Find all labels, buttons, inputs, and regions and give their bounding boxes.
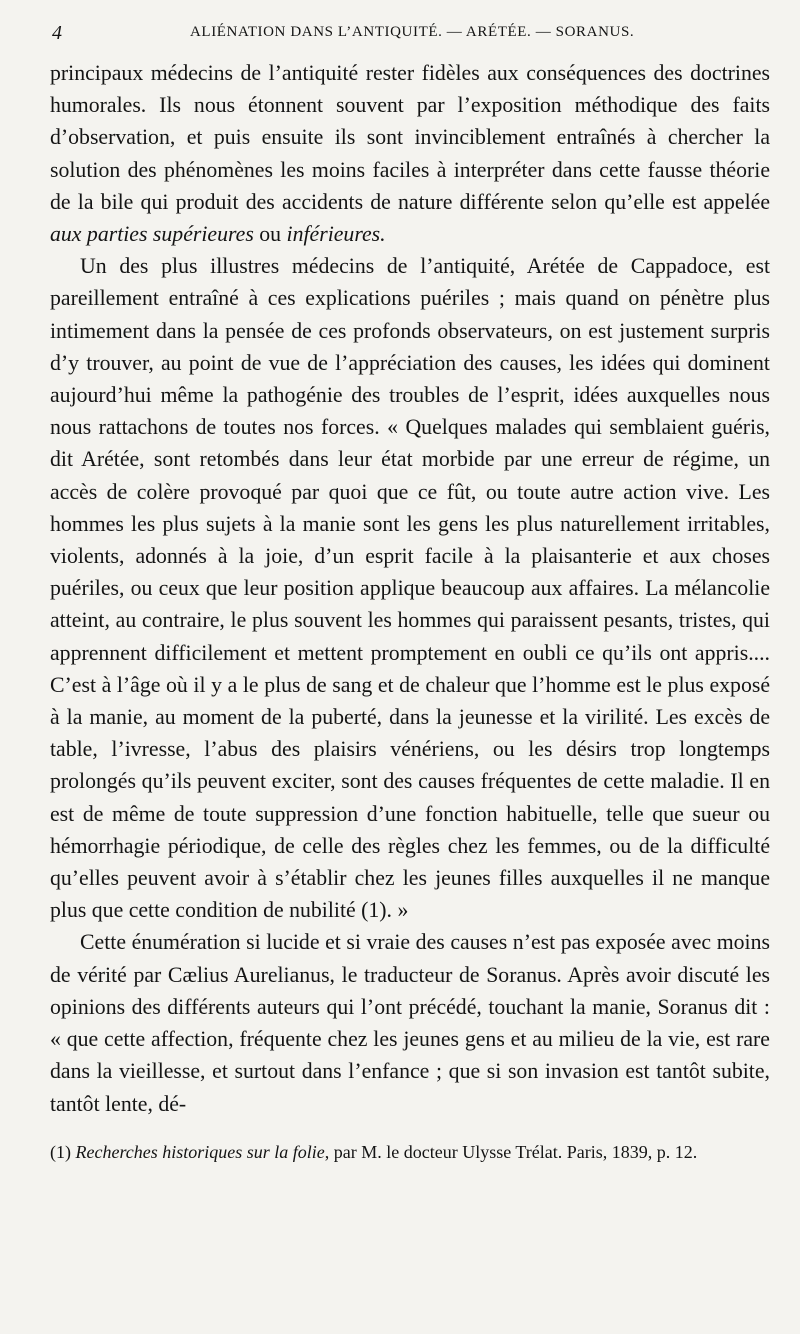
page-number: 4: [52, 22, 62, 44]
paragraph-1-italic-phrase: aux parties supérieures: [50, 222, 254, 247]
paragraph-3: Cette énumération si lucide et si vraie des causes n’est pas exposée avec moins de vérité par Cælius Aurelianus, le traducteur de Soranus. Après avoir discuté les opinions des différents auteurs qui l’ont précédé, touchant la manie, Soranus dit : « que cette affection, fréquente chez les jeunes gens et au milieu de la vie, est rare dans la vieillesse, et surtout dans l’enfance ; que si son invasion est tantôt subite, tantôt lente, dé-: [50, 930, 770, 1116]
body-text: [50, 57, 770, 1120]
footnote-title: Recherches historiques sur la folie: [75, 1141, 325, 1162]
footnote-marker: (1): [50, 1141, 76, 1162]
paragraph-1: [50, 57, 770, 250]
running-head: ALIÉNATION DANS L’ANTIQUITÉ. — ARÉTÉE. — SORANUS.: [190, 24, 635, 40]
page-header: [50, 14, 770, 48]
paragraph-1-text: principaux médecins de l’antiquité rester fidèles aux conséquences des doctrines humorales. Ils nous étonnent souvent par l’exposition méthodique des faits d’observation, et puis ensuite ils sont invinciblement entraînés à chercher la solution des phénomènes les moins faciles à interpréter dans cette fausse théorie de la bile qui produit des accidents de nature différente selon qu’elle est appelée: [50, 61, 770, 214]
paragraph-1-italic-ending: inférieures.: [286, 222, 386, 247]
footnote-citation: , par M. le docteur Ulysse Trélat. Paris, 1839, p. 12.: [324, 1141, 698, 1162]
paragraph-1-conjunction: ou: [253, 222, 287, 247]
footnote: [50, 1140, 770, 1165]
paragraph-2: Un des plus illustres médecins de l’antiquité, Arétée de Cappadoce, est pareillement entraîné à ces explications puériles ; mais quand on pénètre plus intimement dans la pensée de ces profonds observateurs, on est justement surpris d’y trouver, au point de vue de l’appréciation des causes, les idées qui dominent aujourd’hui même la pathogénie des troubles de l’esprit, idées auxquelles nous nous rattachons de toutes nos forces. « Quelques malades qui semblaient guéris, dit Arétée, sont retombés dans leur état morbide par une erreur de régime, un accès de colère provoqué par quoi que ce fût, ou toute autre action vive. Les hommes les plus sujets à la manie sont les gens les plus naturellement irritables, violents, adonnés à la joie, d’un esprit facile à la plaisanterie et aux choses puériles, ou ceux que leur position applique beaucoup aux affaires. La mélancolie atteint, au contraire, le plus souvent les hommes qui paraissent pesants, tristes, qui apprennent difficilement et mettent promptement en oubli ce qu’ils ont appris.... C’est à l’âge où il y a le plus de sang et de chaleur que l’homme est le plus exposé à la manie, au moment de la puberté, dans la jeunesse et la virilité. Les excès de table, l’ivresse, l’abus des plaisirs vénériens, ou les désirs trop longtemps prolongés qu’ils peuvent exciter, sont des causes fréquentes de cette maladie. Il en est de même de toute suppression d’une fonction habituelle, telle que sueur ou hémorrhagie périodique, de celle des règles chez les femmes, ou de la difficulté qu’elles peuvent avoir à s’établir chez les jeunes filles auxquelles il ne manque plus que cette condition de nubilité (1). »: [50, 254, 770, 923]
